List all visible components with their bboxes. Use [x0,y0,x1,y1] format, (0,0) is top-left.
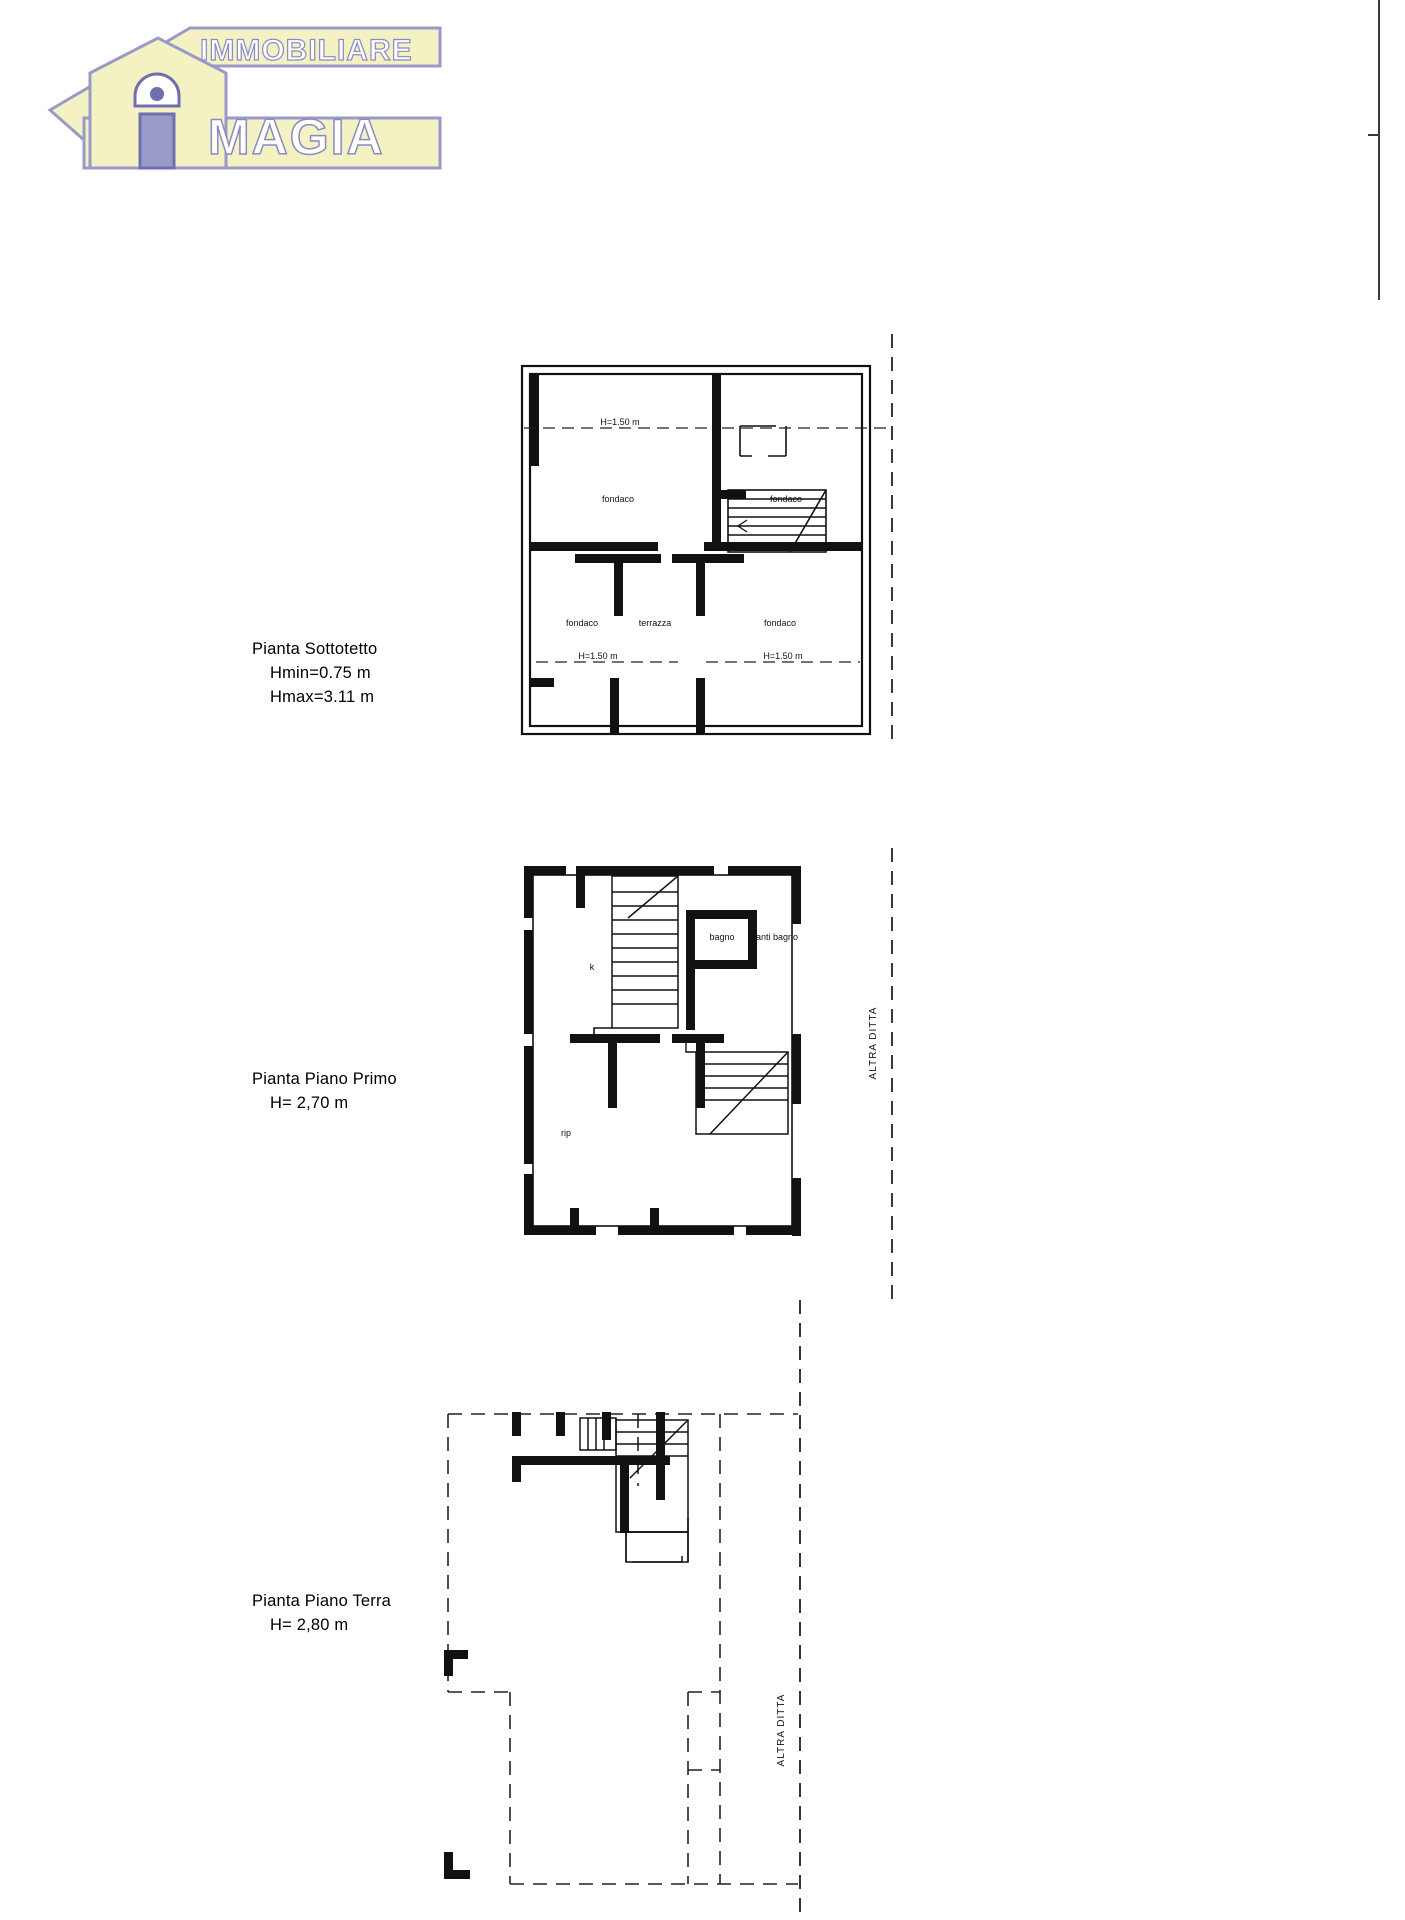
label-pianta-piano-primo [252,1068,397,1116]
room-rip: rip [560,1128,572,1138]
logo-graphic [40,18,460,178]
side-note-altra-ditta-terra: ALTRA DITTA [776,1693,787,1767]
floorplan-sottotetto [500,330,920,750]
plan-height-piano-terra: H= 2,80 m [270,1615,349,1634]
room-bagno: bagno [709,932,735,942]
dim-note-1: H=1.50 m [600,417,640,427]
dim-note-3: H=1.50 m [763,651,803,661]
right-margin-tick [1368,134,1380,136]
room-antibagno: anti bagno [755,932,799,942]
room-fondaco-2: fondaco [769,494,803,504]
plan-title-piano-primo: Pianta Piano Primo [252,1070,397,1088]
plan-hmax-sottotetto: Hmax=3.11 m [270,687,375,706]
plan-hmin-sottotetto: Hmin=0.75 m [270,663,371,682]
right-margin-rule-top [1378,0,1380,300]
logo-text-magia: MAGIA [208,109,385,165]
room-fondaco-4: fondaco [763,618,797,628]
floorplan-piano-terra [420,1300,940,1920]
side-note-altra-ditta-primo: ALTRA DITTA [868,1006,879,1080]
plan-title-sottotetto: Pianta Sottotetto [252,640,378,658]
logo-text-immobiliare: IMMOBILIARE [200,34,413,67]
room-k: k [589,962,595,972]
label-pianta-sottotetto [252,638,377,710]
room-fondaco-3: fondaco [565,618,599,628]
dim-note-2: H=1.50 m [578,651,618,661]
room-fondaco-1: fondaco [601,494,635,504]
floorplan-piano-primo [500,848,920,1308]
plan-height-piano-primo: H= 2,70 m [270,1093,349,1112]
plan-title-piano-terra: Pianta Piano Terra [252,1592,392,1610]
company-logo [40,18,460,178]
label-pianta-piano-terra [252,1590,391,1638]
room-terrazza: terrazza [638,618,672,628]
